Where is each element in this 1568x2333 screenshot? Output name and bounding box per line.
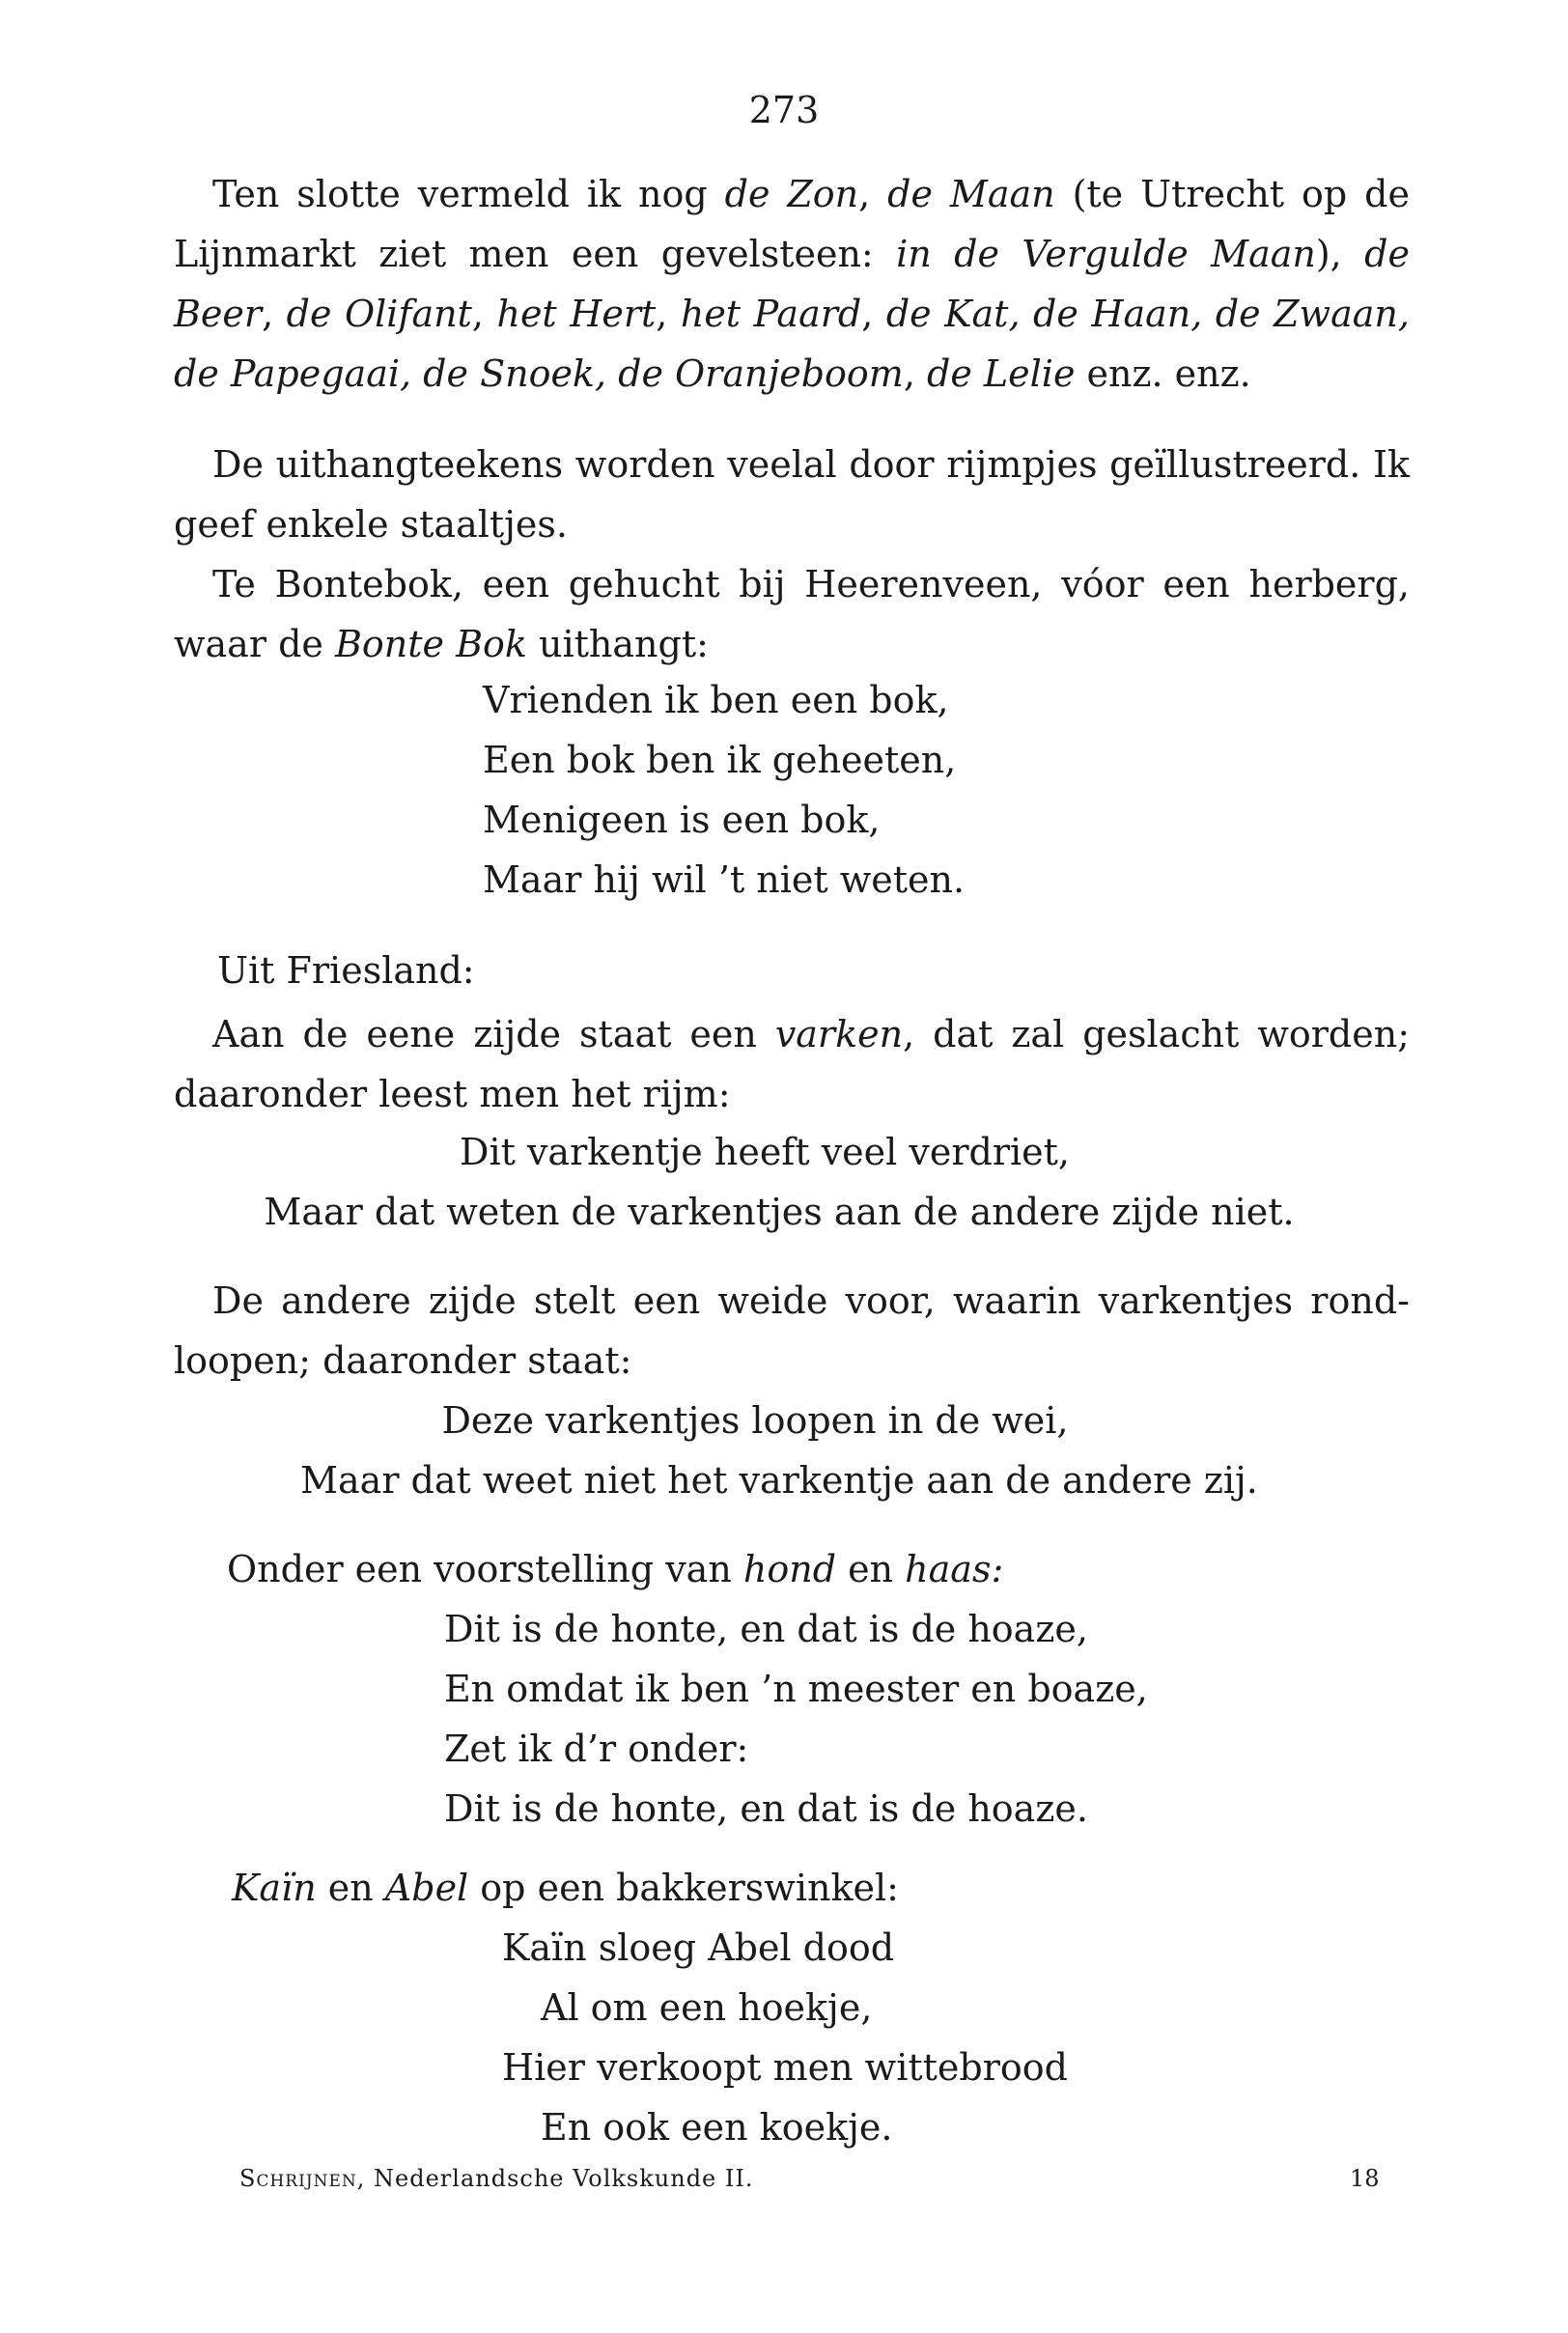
- verse-varkentjes-wei: [0, 1391, 1568, 1510]
- footer-title: , Nederlandsche Volkskunde II.: [356, 2165, 754, 2192]
- paragraph-hond-haas: Onder een voorstelling van hond en haas:: [227, 1548, 1004, 1590]
- verse-varkentje-verdriet: [0, 1122, 1568, 1242]
- paragraph-line: loopen; daaronder staat:: [174, 1339, 632, 1382]
- paragraph-weide: [174, 1271, 1410, 1391]
- verse-line: Kaïn sloeg Abel dood: [502, 1926, 895, 1969]
- verse-line: Menigeen is een bok,: [483, 799, 881, 841]
- verse-line: Maar dat weten de varkentjes aan de andere zijde niet.: [264, 1191, 1295, 1233]
- paragraph-signboards-list: [174, 164, 1410, 404]
- paragraph-rhymes-intro: [174, 435, 1410, 554]
- verse-line: Maar dat weet niet het varkentje aan de andere zij.: [300, 1459, 1258, 1502]
- verse-line: Hier verkoopt men wittebrood: [502, 2046, 1068, 2089]
- paragraph-line: de Papegaai, de Snoek, de Oranjeboom, de Lelie enz. enz.: [174, 352, 1251, 395]
- paragraph-line: Lijnmarkt ziet men een gevelsteen: in de Vergulde Maan), de: [174, 233, 1410, 275]
- verse-line: En omdat ik ben ’n meester en boaze,: [444, 1668, 1148, 1710]
- page-number: 273: [748, 89, 820, 131]
- verse-line: Een bok ben ik geheeten,: [483, 739, 957, 781]
- verse-line: Al om een hoekje,: [541, 1986, 873, 2029]
- verse-honte-hoaze: [444, 1599, 1148, 1839]
- verse-line: Zet ik d’r onder:: [444, 1728, 749, 1770]
- paragraph-line: De andere zijde stelt een weide voor, waarin varkentjes rond-: [212, 1279, 1410, 1322]
- verse-line: Maar hij wil ’t niet weten.: [483, 858, 966, 901]
- verse-bonte-bok: [483, 670, 965, 910]
- paragraph-line: Te Bontebok, een gehucht bij Heerenveen, vóor een herberg,: [212, 563, 1410, 605]
- verse-line: Vrienden ik ben een bok,: [483, 679, 949, 721]
- friesland-intro: Uit Friesland:: [217, 949, 475, 992]
- paragraph-line: De uithangteekens worden veelal door rijmpjes geïllustreerd. Ik: [212, 443, 1410, 486]
- paragraph-bontebok: [174, 554, 1410, 674]
- verse-kain-abel: [483, 1918, 1068, 2157]
- paragraph-kain-abel: Kaïn en Abel op een bakkerswinkel:: [232, 1867, 899, 1909]
- paragraph-line: geef enkele staaltjes.: [174, 503, 568, 546]
- paragraph-line: waar de Bonte Bok uithangt:: [174, 623, 709, 665]
- paragraph-line: daaronder leest men het rijm:: [174, 1073, 731, 1115]
- paragraph-line: Beer, de Olifant, het Hert, het Paard, de Kat, de Haan, de Zwaan,: [174, 293, 1410, 335]
- verse-line: En ook een koekje.: [541, 2106, 893, 2149]
- footer-signature: 18: [1350, 2165, 1380, 2192]
- verse-line: Dit is de honte, en dat is de hoaze.: [444, 1787, 1088, 1830]
- paragraph-varken: [174, 1004, 1410, 1124]
- verse-line: Dit varkentje heeft veel verdriet,: [459, 1131, 1070, 1173]
- footer-author: Schrijnen: [239, 2165, 357, 2192]
- paragraph-line: Aan de eene zijde staat een varken, dat zal geslacht worden;: [212, 1013, 1410, 1055]
- paragraph-line: Ten slotte vermeld ik nog de Zon, de Maan (te Utrecht op de: [212, 173, 1410, 215]
- footer-citation: [239, 2165, 753, 2192]
- verse-line: Dit is de honte, en dat is de hoaze,: [444, 1608, 1088, 1650]
- verse-line: Deze varkentjes loopen in de wei,: [441, 1399, 1069, 1442]
